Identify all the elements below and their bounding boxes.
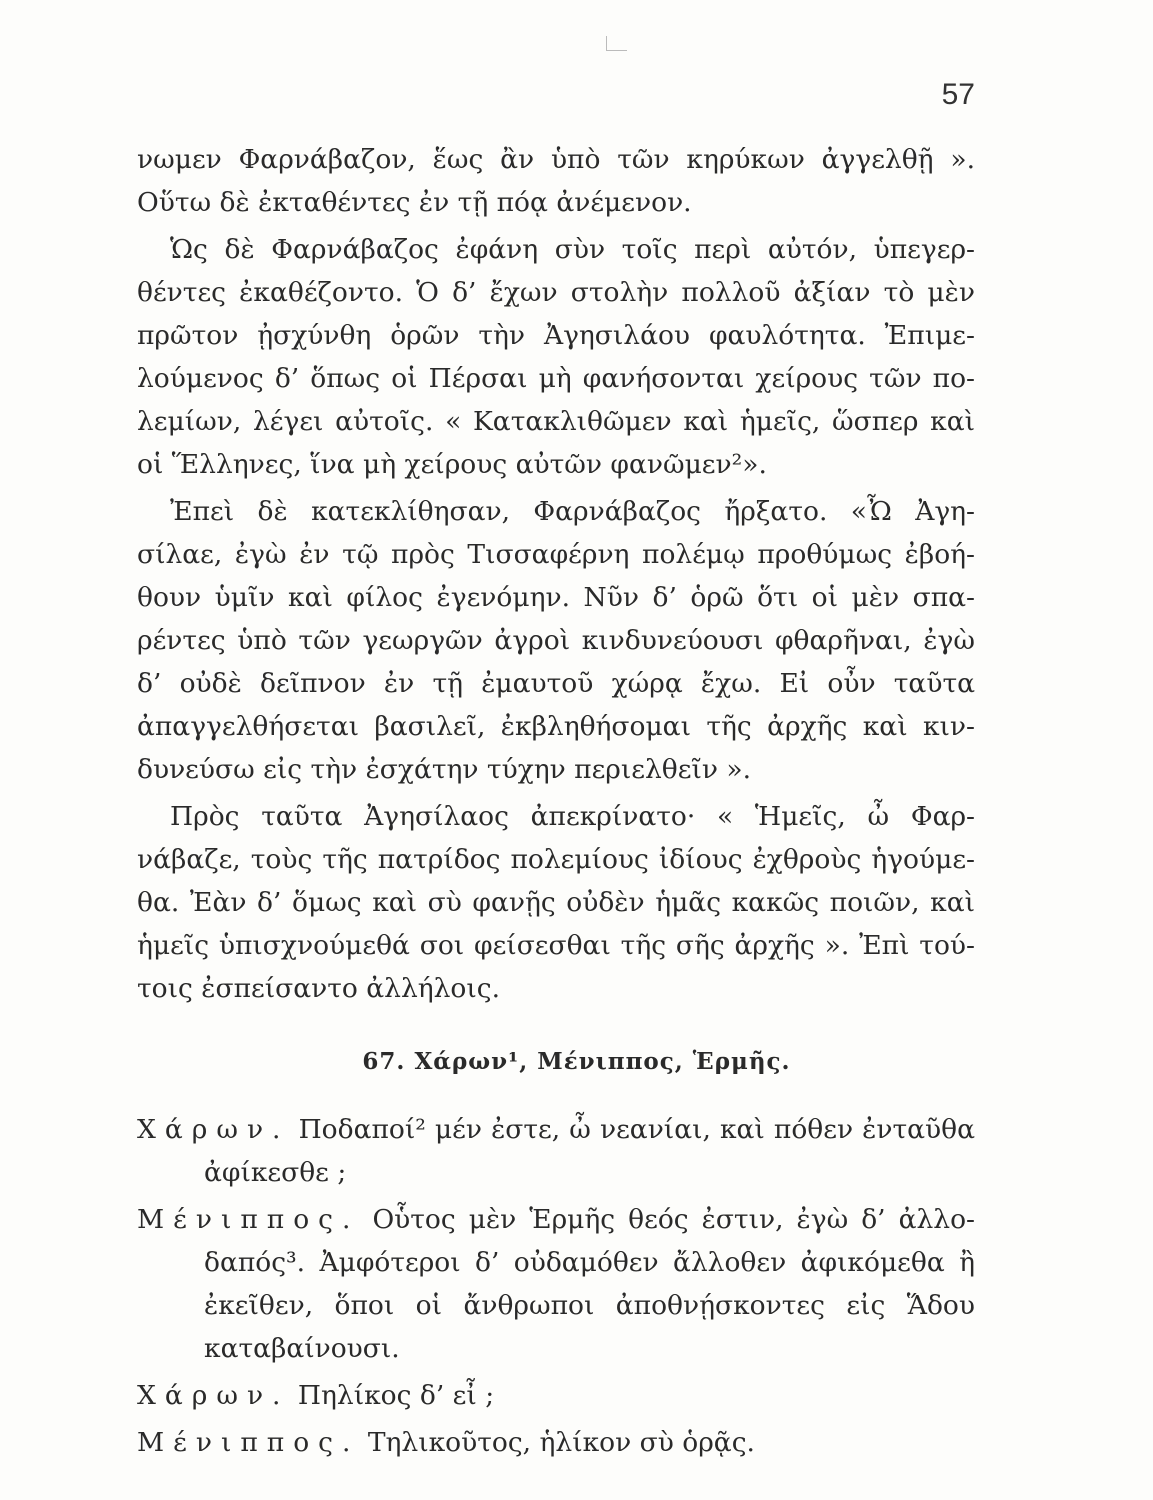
text-line: Ὡς δὲ Φαρνάβαζος ἐφάνη σὺν τοῖς περὶ αὐτόν, ὑπεγερ- [170,234,975,265]
text-line: ἡμεῖς ὑπισχνούμεθά σοι φείσεσθαι τῆς σῆς ἀρχῆς ». Ἐπὶ τού- [137,930,975,961]
dialogue-text: Οὗτος μὲν Ἑρμῆς θεός ἐστιν, ἐγὼ δ’ ἀλλο- [372,1204,975,1235]
text-line: δυνεύσω εἰς τὴν ἐσχάτην τύχην περιελθεῖν ». [137,754,752,785]
text-line: Οὕτω δὲ ἐκταθέντες ἐν τῇ πόᾳ ἀνέμενον. [137,187,692,218]
speaker-name: Χάρων. [137,1380,290,1411]
text-line: ἀπαγγελθήσεται βασιλεῖ, ἐκβληθήσομαι τῆς ἀρχῆς καὶ κιν- [137,711,975,742]
dialogue-line [137,1204,975,1235]
dialogue-line: δαπός³. Ἀμφότεροι δ’ οὐδαμόθεν ἄλλοθεν ἀφικόμεθα ἢ [204,1247,975,1278]
text-line: λεμίων, λέγει αὐτοῖς. « Κατακλιθῶμεν καὶ ἡμεῖς, ὥσπερ καὶ [137,406,975,437]
dialogue-line: καταβαίνουσι. [204,1333,400,1364]
dialogue-line [137,1380,975,1411]
dialogue-line: ἀφίκεσθε ; [204,1157,347,1188]
dialogue-text: Τηλικοῦτος, ἡλίκον σὺ ὁρᾷς. [367,1427,755,1458]
text-line: ρέντες ὑπὸ τῶν γεωργῶν ἀγροὶ κινδυνεύουσι φθαρῆναι, ἐγὼ [137,625,975,656]
text-line: τοις ἐσπείσαντο ἀλλήλοις. [137,973,501,1004]
text-line: Πρὸς ταῦτα Ἀγησίλαος ἀπεκρίνατο· « Ἡμεῖς, ὦ Φαρ- [170,801,975,832]
text-line: νωμεν Φαρνάβαζον, ἕως ἂν ὑπὸ τῶν κηρύκων ἀγγελθῇ ». [137,144,975,175]
dialogue-line [137,1427,975,1458]
text-line: θέντες ἐκαθέζοντο. Ὁ δ’ ἔχων στολὴν πολλοῦ ἀξίαν τὸ μὲν [137,277,975,308]
text-line: Ἐπεὶ δὲ κατεκλίθησαν, Φαρνάβαζος ἤρξατο. «Ὦ Ἀγη- [170,496,975,527]
text-line: λούμενος δ’ ὅπως οἱ Πέρσαι μὴ φανήσονται χείρους τῶν πο- [137,363,975,394]
text-line: θουν ὑμῖν καὶ φίλος ἐγενόμην. Νῦν δ’ ὁρῶ ὅτι οἱ μὲν σπα- [137,582,975,613]
dialogue-line [137,1114,975,1145]
dialogue-text: Ποδαποί² μέν ἐστε, ὦ νεανίαι, καὶ πόθεν ἐνταῦθα [298,1114,975,1145]
section-heading: 67. Χάρων¹, Μένιππος, Ἑρμῆς. [362,1048,791,1075]
dialogue-text: Πηλίκος δ’ εἶ ; [297,1380,495,1411]
text-line: πρῶτον ᾐσχύνθη ὁρῶν τὴν Ἀγησιλάου φαυλότητα. Ἐπιμε- [137,320,975,351]
scan-mark [606,36,627,51]
text-line: θα. Ἐὰν δ’ ὅμως καὶ σὺ φανῇς οὐδὲν ἡμᾶς κακῶς ποιῶν, καὶ [137,887,975,918]
text-line: δ’ οὐδὲ δεῖπνον ἐν τῇ ἐμαυτοῦ χώρᾳ ἔχω. Εἰ οὖν ταῦτα [137,668,975,699]
page-number: 57 [941,78,975,111]
text-line: σίλαε, ἐγὼ ἐν τῷ πρὸς Τισσαφέρνη πολέμῳ προθύμως ἐβοή- [137,539,975,570]
text-line: οἱ Ἕλληνες, ἵνα μὴ χείρους αὐτῶν φανῶμεν²». [137,449,767,480]
dialogue-line: ἐκεῖθεν, ὅποι οἱ ἄνθρωποι ἀποθνῄσκοντες εἰς Ἅδου [204,1290,975,1321]
text-line: νάβαζε, τοὺς τῆς πατρίδος πολεμίους ἰδίους ἐχθροὺς ἡγούμε- [137,844,975,875]
speaker-name: Χάρων. [137,1114,290,1145]
speaker-name: Μένιππος. [137,1204,360,1235]
speaker-name: Μένιππος. [137,1427,360,1458]
